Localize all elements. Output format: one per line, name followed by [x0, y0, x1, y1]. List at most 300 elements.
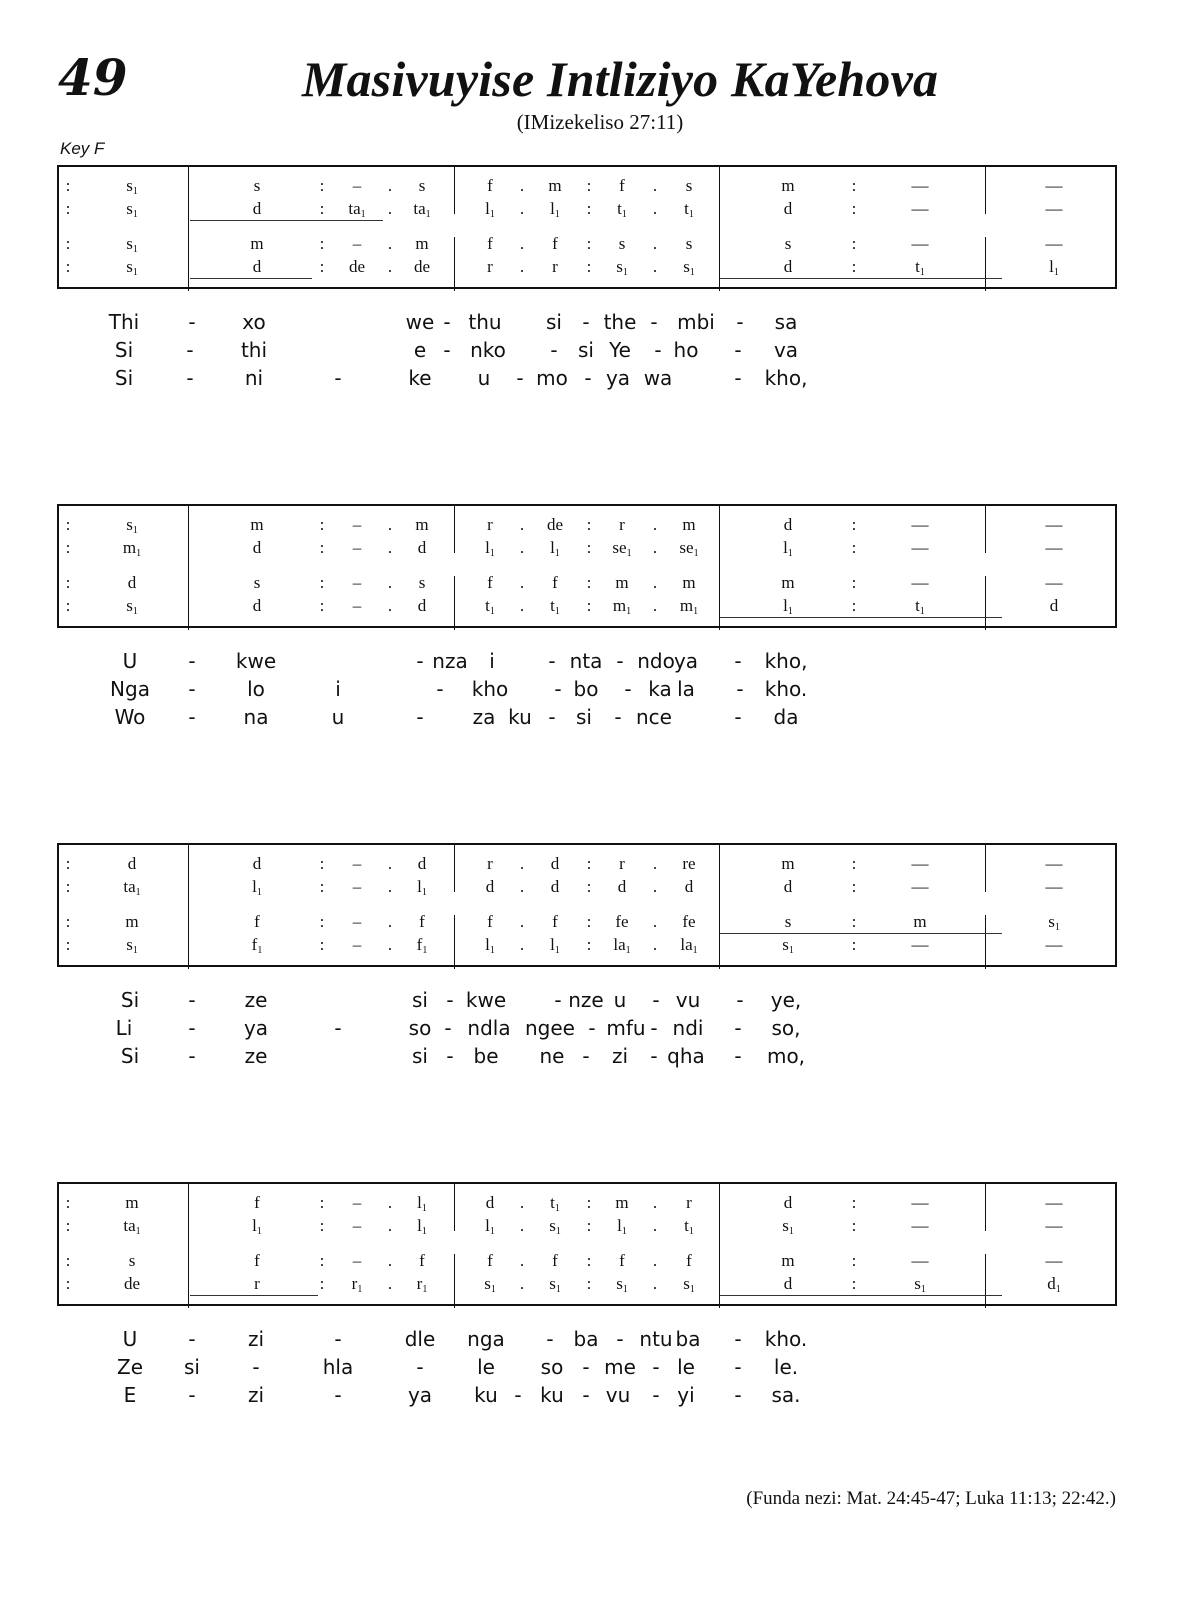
solfa-note: s	[618, 234, 626, 253]
syllable-hyphen: -	[334, 1016, 342, 1040]
solfa-note: $ta_1$	[413, 199, 431, 220]
lyric-syllable: ya	[605, 366, 631, 390]
lyric-syllable: kho.	[764, 677, 808, 701]
solfa-note: :	[586, 854, 592, 873]
lyric-syllable: le	[477, 1355, 495, 1379]
solfa-note: m	[615, 573, 629, 592]
solfa-note: $s_1$	[484, 1274, 496, 1295]
solfa-note: :	[586, 935, 592, 954]
solfa-note: d	[252, 854, 262, 873]
lyric-syllable: na	[243, 705, 269, 729]
solfa-note: :	[586, 257, 592, 276]
solfa-note: :	[586, 1274, 592, 1293]
bar-line	[454, 845, 455, 892]
lyric-syllable: nko	[470, 338, 506, 362]
lyric-syllable: ndla	[467, 1016, 511, 1040]
solfa-note: $l_1$	[485, 538, 495, 559]
syllable-hyphen: -	[252, 1355, 260, 1379]
solfa-note: m	[125, 1193, 139, 1212]
lyric-syllable: thu	[468, 310, 502, 334]
syllable-hyphen: -	[188, 1383, 196, 1407]
syllable-hyphen: -	[734, 649, 742, 673]
solfa-note: :	[319, 912, 325, 931]
solfa-note: $t_1$	[684, 1216, 694, 1237]
bar-line	[454, 1184, 455, 1231]
solfa-note: .	[652, 257, 658, 276]
solfa-note: d	[417, 854, 427, 873]
solfa-note: :	[65, 573, 71, 592]
syllable-hyphen: -	[582, 310, 590, 334]
lyric-syllable: si	[546, 310, 562, 334]
lyric-syllable: ku	[540, 1383, 564, 1407]
solfa-note: .	[387, 515, 393, 534]
solfa-note: —	[911, 199, 929, 218]
solfa-note: r	[619, 854, 625, 873]
solfa-note: f	[619, 1251, 625, 1270]
solfa-note: $m_1$	[122, 538, 142, 559]
solfa-note: :	[851, 257, 857, 276]
bar-line	[719, 1184, 720, 1308]
lyric-syllable: Nga	[110, 677, 150, 701]
syllable-hyphen: -	[334, 366, 342, 390]
solfa-note: :	[319, 854, 325, 873]
music-system-3	[57, 843, 1117, 967]
solfa-note: :	[851, 1251, 857, 1270]
bar-line	[985, 915, 986, 969]
solfa-note: $m_1$	[679, 596, 699, 617]
solfa-note: f	[254, 1193, 260, 1212]
syllable-hyphen: -	[734, 1355, 742, 1379]
solfa-note: $t_1$	[485, 596, 495, 617]
solfa-note: $l_1$	[485, 199, 495, 220]
bar-line	[719, 845, 720, 969]
lyric-syllable: ku	[508, 705, 532, 729]
bar-line	[985, 845, 986, 892]
solfa-note: .	[652, 199, 658, 218]
solfa-note: :	[851, 1274, 857, 1293]
lyric-syllable: ndi	[672, 1016, 704, 1040]
solfa-note: :	[586, 912, 592, 931]
solfa-note: r	[254, 1274, 260, 1293]
solfa-note: m	[548, 176, 562, 195]
music-system-1	[57, 165, 1117, 289]
solfa-note: $la_1$	[613, 935, 631, 956]
solfa-note: .	[387, 1251, 393, 1270]
solfa-note: s	[418, 176, 426, 195]
solfa-note: .	[387, 596, 393, 615]
solfa-note: d	[252, 596, 262, 615]
solfa-note: $s_1$	[683, 1274, 695, 1295]
syllable-hyphen: -	[582, 1044, 590, 1068]
solfa-note: :	[319, 234, 325, 253]
syllable-hyphen: -	[446, 988, 454, 1012]
solfa-note: .	[519, 573, 525, 592]
lyric-syllable: E	[123, 1383, 137, 1407]
solfa-note: .	[519, 877, 525, 896]
solfa-note: d	[252, 538, 262, 557]
solfa-note: .	[519, 176, 525, 195]
solfa-note: m	[125, 912, 139, 931]
bar-line	[188, 506, 189, 630]
syllable-hyphen: -	[548, 705, 556, 729]
solfa-note: $s_1$	[616, 1274, 628, 1295]
tie-underline	[720, 1295, 1002, 1296]
solfa-note: fe	[615, 912, 629, 931]
syllable-hyphen: -	[734, 1044, 742, 1068]
solfa-note: :	[586, 573, 592, 592]
solfa-note: :	[319, 1251, 325, 1270]
solfa-note: :	[65, 199, 71, 218]
solfa-note: :	[851, 935, 857, 954]
lyric-syllable: thi	[240, 338, 268, 362]
syllable-hyphen: -	[624, 677, 632, 701]
lyric-syllable: vu	[675, 988, 701, 1012]
lyric-syllable: mo,	[766, 1044, 806, 1068]
lyric-syllable: ba	[675, 1327, 701, 1351]
syllable-hyphen: -	[554, 988, 562, 1012]
solfa-note: —	[911, 935, 929, 954]
solfa-note: :	[319, 935, 325, 954]
solfa-note: d	[127, 573, 137, 592]
lyric-syllable: so,	[771, 1016, 801, 1040]
solfa-note: d	[417, 538, 427, 557]
solfa-note: :	[319, 877, 325, 896]
solfa-note: $s_1$	[782, 1216, 794, 1237]
lyric-syllable: si	[412, 1044, 428, 1068]
solfa-note: –	[352, 596, 362, 615]
solfa-note: $l_1$	[550, 935, 560, 956]
solfa-note: —	[911, 1251, 929, 1270]
syllable-hyphen: -	[416, 649, 424, 673]
bar-line	[985, 506, 986, 553]
lyric-syllable: ntu	[639, 1327, 673, 1351]
solfa-note: .	[519, 1193, 525, 1212]
solfa-note: $l_1$	[1049, 257, 1059, 278]
solfa-note: .	[387, 854, 393, 873]
solfa-note: :	[319, 1216, 325, 1235]
solfa-note: de	[546, 515, 564, 534]
solfa-note: —	[911, 854, 929, 873]
solfa-note: —	[911, 234, 929, 253]
solfa-note: f	[487, 234, 493, 253]
syllable-hyphen: -	[736, 677, 744, 701]
lyric-syllable: kho	[471, 677, 509, 701]
solfa-note: :	[851, 596, 857, 615]
lyric-syllable: Wo	[114, 705, 146, 729]
lyric-syllable: hla	[322, 1355, 354, 1379]
solfa-note: $s_1$	[549, 1216, 561, 1237]
solfa-note: m	[415, 515, 429, 534]
solfa-note: :	[319, 199, 325, 218]
lyric-syllable: ye,	[770, 988, 802, 1012]
lyric-syllable: si	[578, 338, 594, 362]
lyric-syllable: si	[412, 988, 428, 1012]
syllable-hyphen: -	[734, 1016, 742, 1040]
solfa-note: $t_1$	[550, 596, 560, 617]
solfa-note: .	[652, 1274, 658, 1293]
syllable-hyphen: -	[188, 1044, 196, 1068]
solfa-note: s	[253, 176, 261, 195]
lyric-syllable: kwe	[235, 649, 277, 673]
lyric-syllable: qha	[667, 1044, 705, 1068]
solfa-note: —	[1045, 176, 1063, 195]
solfa-note: r	[619, 515, 625, 534]
lyric-syllable: wa	[643, 366, 673, 390]
solfa-note: s	[784, 912, 792, 931]
lyric-syllable: zi	[611, 1044, 629, 1068]
bar-line	[719, 506, 720, 630]
solfa-note: .	[519, 1251, 525, 1270]
lyric-syllable: Li	[115, 1016, 133, 1040]
solfa-note: $l_1$	[783, 596, 793, 617]
bar-line	[188, 845, 189, 969]
solfa-note: m	[913, 912, 927, 931]
lyric-syllable: ze	[244, 988, 268, 1012]
solfa-note: $r_1$	[416, 1274, 428, 1295]
syllable-hyphen: -	[734, 366, 742, 390]
solfa-note: :	[319, 176, 325, 195]
solfa-note: f	[552, 573, 558, 592]
tie-underline	[190, 220, 383, 221]
solfa-note: f	[487, 912, 493, 931]
tie-underline	[720, 617, 1002, 618]
bar-line	[188, 1184, 189, 1308]
syllable-hyphen: -	[514, 1383, 522, 1407]
solfa-note: .	[387, 935, 393, 954]
lyric-syllable: Si	[120, 988, 140, 1012]
solfa-note: $s_1$	[126, 935, 138, 956]
solfa-note: –	[352, 538, 362, 557]
lyric-syllable: si	[184, 1355, 200, 1379]
solfa-note: :	[319, 515, 325, 534]
solfa-note: —	[1045, 877, 1063, 896]
lyric-syllable: u	[477, 366, 491, 390]
syllable-hyphen: -	[582, 1383, 590, 1407]
solfa-note: :	[586, 538, 592, 557]
solfa-note: .	[652, 854, 658, 873]
solfa-note: $t_1$	[550, 1193, 560, 1214]
bar-line	[454, 915, 455, 969]
solfa-note: –	[352, 1251, 362, 1270]
lyric-syllable: ya	[407, 1383, 433, 1407]
lyric-syllable: nce	[636, 705, 672, 729]
bar-line	[985, 576, 986, 630]
tie-underline	[720, 278, 1002, 279]
solfa-note: m	[415, 234, 429, 253]
solfa-note: $se_1$	[612, 538, 632, 559]
solfa-note: $s_1$	[126, 257, 138, 278]
lyric-syllable: ne	[539, 1044, 565, 1068]
solfa-note: :	[851, 573, 857, 592]
syllable-hyphen: -	[334, 1327, 342, 1351]
solfa-note: $se_1$	[679, 538, 699, 559]
syllable-hyphen: -	[650, 1044, 658, 1068]
solfa-note: $s_1$	[126, 176, 138, 197]
solfa-note: $t_1$	[617, 199, 627, 220]
solfa-note: :	[65, 538, 71, 557]
solfa-note: .	[387, 199, 393, 218]
solfa-note: :	[65, 176, 71, 195]
solfa-note: —	[1045, 1251, 1063, 1270]
bar-line	[454, 167, 455, 214]
lyric-syllable: sa	[774, 310, 798, 334]
bar-line	[454, 506, 455, 553]
solfa-note: :	[65, 515, 71, 534]
solfa-note: :	[586, 1251, 592, 1270]
solfa-note: .	[652, 596, 658, 615]
solfa-note: f	[254, 912, 260, 931]
lyric-syllable: so	[408, 1016, 432, 1040]
solfa-note: .	[652, 538, 658, 557]
lyric-syllable: ni	[244, 366, 264, 390]
solfa-note: :	[851, 199, 857, 218]
solfa-note: d	[127, 854, 137, 873]
scripture-reference: (IMizekeliso 27:11)	[516, 110, 684, 134]
syllable-hyphen: -	[188, 1327, 196, 1351]
solfa-note: —	[1045, 538, 1063, 557]
syllable-hyphen: -	[650, 1016, 658, 1040]
solfa-note: :	[586, 199, 592, 218]
solfa-note: d	[684, 877, 694, 896]
solfa-note: –	[352, 912, 362, 931]
solfa-note: .	[387, 573, 393, 592]
solfa-note: f	[686, 1251, 692, 1270]
solfa-note: .	[519, 912, 525, 931]
bar-line	[188, 167, 189, 291]
solfa-note: d	[783, 1193, 793, 1212]
syllable-hyphen: -	[443, 310, 451, 334]
solfa-note: .	[652, 515, 658, 534]
syllable-hyphen: -	[734, 1327, 742, 1351]
solfa-note: d	[550, 854, 560, 873]
lyric-syllable: i	[489, 649, 495, 673]
solfa-note: :	[851, 515, 857, 534]
solfa-note: —	[1045, 234, 1063, 253]
lyric-syllable: za	[472, 705, 496, 729]
footer-references: (Funda nezi: Mat. 24:45-47; Luka 11:13; 22:42.)	[746, 1488, 1116, 1509]
solfa-note: –	[352, 877, 362, 896]
lyric-syllable: Ze	[116, 1355, 144, 1379]
tie-underline	[190, 1295, 318, 1296]
solfa-note: —	[1045, 854, 1063, 873]
lyric-syllable: ba	[573, 1327, 599, 1351]
solfa-note: —	[911, 515, 929, 534]
solfa-note: —	[1045, 1193, 1063, 1212]
solfa-note: $t_1$	[915, 257, 925, 278]
bar-line	[985, 237, 986, 291]
solfa-note: r	[487, 515, 493, 534]
syllable-hyphen: -	[652, 1355, 660, 1379]
lyric-syllable: ho	[673, 338, 699, 362]
solfa-note: :	[319, 596, 325, 615]
bar-line	[719, 167, 720, 291]
lyric-syllable: kwe	[465, 988, 507, 1012]
solfa-note: d	[1049, 596, 1059, 615]
solfa-note: $s_1$	[914, 1274, 926, 1295]
solfa-note: s	[784, 234, 792, 253]
lyric-syllable: Si	[114, 338, 134, 362]
syllable-hyphen: -	[186, 338, 194, 362]
solfa-note: $f_1$	[416, 935, 428, 956]
solfa-note: —	[1045, 515, 1063, 534]
lyric-syllable: kho,	[764, 366, 808, 390]
solfa-note: .	[652, 877, 658, 896]
solfa-note: m	[781, 573, 795, 592]
syllable-hyphen: -	[548, 649, 556, 673]
solfa-note: m	[781, 176, 795, 195]
lyric-syllable: Ye	[609, 338, 631, 362]
solfa-note: –	[352, 573, 362, 592]
solfa-note: .	[652, 176, 658, 195]
solfa-note: $s_1$	[126, 234, 138, 255]
solfa-note: :	[65, 1274, 71, 1293]
solfa-note: m	[682, 573, 696, 592]
syllable-hyphen: -	[444, 1016, 452, 1040]
lyric-syllable: nga	[467, 1327, 505, 1351]
lyric-syllable: Thi	[108, 310, 140, 334]
solfa-note: m	[781, 854, 795, 873]
solfa-note: .	[387, 1274, 393, 1293]
lyric-syllable: me	[604, 1355, 636, 1379]
solfa-note: de	[413, 257, 431, 276]
solfa-note: $la_1$	[680, 935, 698, 956]
solfa-note: f	[552, 912, 558, 931]
syllable-hyphen: -	[614, 705, 622, 729]
solfa-note: .	[387, 877, 393, 896]
solfa-note: $l_1$	[617, 1216, 627, 1237]
solfa-note: :	[851, 912, 857, 931]
solfa-note: .	[519, 515, 525, 534]
lyric-syllable: si	[576, 705, 592, 729]
syllable-hyphen: -	[334, 1383, 342, 1407]
lyric-syllable: u	[331, 705, 345, 729]
solfa-note: —	[1045, 1216, 1063, 1235]
solfa-note: :	[65, 1216, 71, 1235]
lyric-syllable: mbi	[677, 310, 715, 334]
solfa-note: —	[911, 877, 929, 896]
solfa-note: .	[387, 257, 393, 276]
solfa-note: –	[352, 935, 362, 954]
solfa-note: .	[519, 199, 525, 218]
solfa-note: $s_1$	[126, 596, 138, 617]
solfa-note: –	[352, 1216, 362, 1235]
syllable-hyphen: -	[188, 1016, 196, 1040]
lyric-syllable: Si	[114, 366, 134, 390]
lyric-syllable: xo	[242, 310, 266, 334]
lyric-syllable: zi	[247, 1383, 265, 1407]
solfa-note: $t_1$	[684, 199, 694, 220]
solfa-note: –	[352, 515, 362, 534]
solfa-note: .	[652, 935, 658, 954]
solfa-note: $l_1$	[252, 1216, 262, 1237]
solfa-note: r	[487, 257, 493, 276]
bar-line	[985, 167, 986, 214]
lyric-syllable: ka	[648, 677, 672, 701]
lyric-syllable: we	[405, 310, 435, 334]
solfa-note: m	[781, 1251, 795, 1270]
solfa-note: d	[783, 515, 793, 534]
solfa-note: .	[387, 1216, 393, 1235]
syllable-hyphen: -	[416, 705, 424, 729]
solfa-note: $ta_1$	[123, 877, 141, 898]
solfa-note: d	[783, 257, 793, 276]
lyric-syllable: nze	[568, 988, 604, 1012]
solfa-note: f	[487, 1251, 493, 1270]
solfa-note: :	[851, 538, 857, 557]
solfa-note: .	[387, 538, 393, 557]
solfa-note: .	[519, 935, 525, 954]
solfa-note: d	[783, 199, 793, 218]
